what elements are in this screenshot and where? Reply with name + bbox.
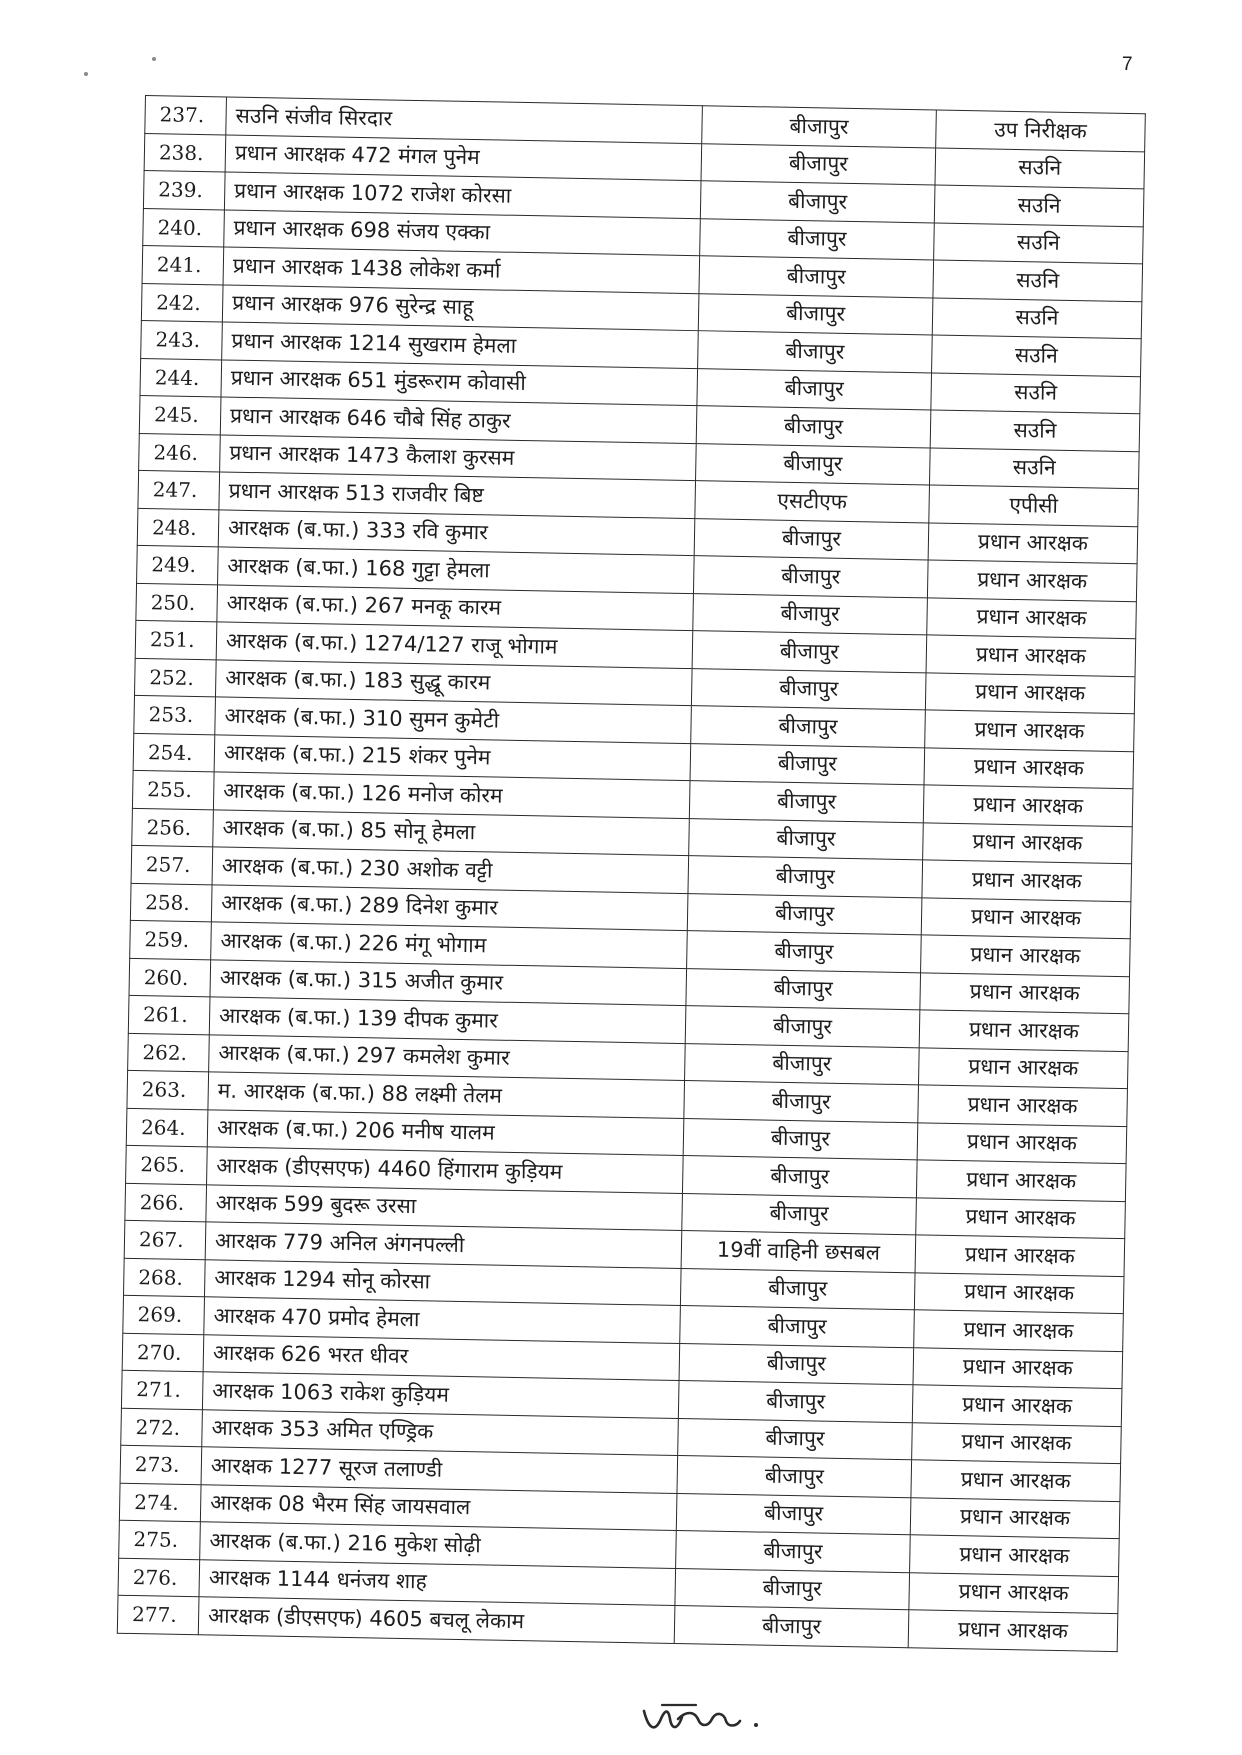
rank-cell: प्रधान आरक्षक	[926, 635, 1136, 676]
serial-cell: 253.	[134, 695, 216, 734]
rank-cell: प्रधान आरक्षक	[914, 1272, 1124, 1313]
rank-cell: प्रधान आरक्षक	[921, 935, 1131, 976]
serial-cell: 260.	[129, 958, 211, 997]
district-cell: बीजापुर	[682, 1156, 917, 1198]
district-cell: बीजापुर	[676, 1530, 911, 1572]
rank-cell: प्रधान आरक्षक	[921, 897, 1131, 938]
name-cell: आरक्षक (ब.फा.) 1274/127 राजू भोगाम	[216, 622, 693, 668]
rank-cell: प्रधान आरक्षक	[913, 1347, 1123, 1388]
serial-cell: 263.	[127, 1070, 209, 1109]
serial-cell: 264.	[126, 1108, 208, 1147]
name-cell: आरक्षक 353 अमित एण्ड्रिक	[202, 1409, 679, 1455]
rank-cell: सउनि	[931, 372, 1141, 413]
rank-cell: एपीसी	[929, 485, 1139, 526]
district-cell: बीजापुर	[692, 631, 927, 673]
district-cell: बीजापुर	[684, 1081, 919, 1123]
rank-cell: प्रधान आरक्षक	[927, 597, 1137, 638]
rank-cell: प्रधान आरक्षक	[911, 1460, 1121, 1501]
name-cell: प्रधान आरक्षक 698 संजय एक्का	[224, 209, 701, 255]
name-cell: प्रधान आरक्षक 1214 सुखराम हेमला	[222, 322, 699, 368]
name-cell: प्रधान आरक्षक 1473 कैलाश कुरसम	[220, 434, 697, 480]
serial-cell: 270.	[122, 1333, 204, 1372]
signature-dot	[754, 1723, 758, 1727]
district-cell: बीजापुर	[696, 443, 931, 485]
district-cell: बीजापुर	[682, 1193, 917, 1235]
serial-cell: 256.	[132, 808, 214, 847]
rank-cell: प्रधान आरक्षक	[928, 522, 1138, 563]
serial-cell: 266.	[125, 1183, 207, 1222]
district-cell: बीजापुर	[675, 1568, 910, 1610]
rank-cell: सउनि	[933, 260, 1143, 301]
rank-cell: प्रधान आरक्षक	[923, 822, 1133, 863]
name-cell: आरक्षक (ब.फा.) 333 रवि कुमार	[218, 509, 695, 555]
serial-cell: 249.	[137, 545, 219, 584]
district-cell: बीजापुर	[678, 1381, 913, 1423]
district-cell: बीजापुर	[683, 1118, 918, 1160]
district-cell: बीजापुर	[698, 331, 933, 373]
scan-speck-top	[152, 57, 156, 61]
name-cell: आरक्षक 1277 सूरज तलाण्डी	[201, 1447, 678, 1493]
name-cell: आरक्षक (ब.फा.) 139 दीपक कुमार	[209, 997, 686, 1043]
name-cell: म. आरक्षक (ब.फा.) 88 लक्ष्मी तेलम	[208, 1072, 685, 1118]
serial-cell: 252.	[134, 658, 216, 697]
rank-cell: प्रधान आरक्षक	[916, 1160, 1126, 1201]
name-cell: आरक्षक (ब.फा.) 226 मंगू भोगाम	[211, 922, 688, 968]
rank-cell: प्रधान आरक्षक	[925, 710, 1135, 751]
district-cell: बीजापुर	[700, 218, 935, 260]
name-cell: आरक्षक (ब.फा.) 267 मनकू कारम	[217, 584, 694, 630]
serial-cell: 251.	[135, 620, 217, 659]
name-cell: आरक्षक (ब.फा.) 230 अशोक वट्टी	[212, 847, 689, 893]
promotion-roster-table	[117, 95, 1146, 1652]
name-cell: आरक्षक 1144 धनंजय शाह	[199, 1559, 676, 1605]
name-cell: आरक्षक (डीएसएफ) 4605 बचलू लेकाम	[198, 1597, 675, 1643]
serial-cell: 268.	[124, 1258, 206, 1297]
district-cell: बीजापुर	[674, 1605, 909, 1647]
name-cell: प्रधान आरक्षक 513 राजवीर बिष्ट	[219, 472, 696, 518]
rank-cell: प्रधान आरक्षक	[918, 1085, 1128, 1126]
name-cell: आरक्षक (ब.फा.) 206 मनीष यालम	[207, 1109, 684, 1155]
handwritten-signature	[638, 1697, 788, 1739]
district-cell: बीजापुर	[676, 1493, 911, 1535]
rank-cell: सउनि	[930, 410, 1140, 451]
serial-cell: 237.	[145, 96, 227, 135]
serial-cell: 257.	[131, 845, 213, 884]
district-cell: बीजापुर	[700, 181, 935, 223]
signature-stroke-2	[678, 1713, 740, 1726]
district-cell: 19वीं वाहिनी छसबल	[681, 1231, 916, 1273]
name-cell: प्रधान आरक्षक 646 चौबे सिंह ठाकुर	[220, 397, 697, 443]
rank-cell: प्रधान आरक्षक	[923, 785, 1133, 826]
serial-cell: 262.	[128, 1033, 210, 1072]
serial-cell: 267.	[124, 1220, 206, 1259]
name-cell: प्रधान आरक्षक 976 सुरेन्द्र साहू	[222, 284, 699, 330]
serial-cell: 242.	[141, 283, 223, 322]
name-cell: आरक्षक 599 बुदरू उरसा	[206, 1184, 683, 1230]
rank-cell: प्रधान आरक्षक	[922, 860, 1132, 901]
rank-cell: प्रधान आरक्षक	[912, 1385, 1122, 1426]
serial-cell: 274.	[119, 1483, 201, 1522]
serial-cell: 275.	[119, 1520, 201, 1559]
rank-cell: प्रधान आरक्षक	[912, 1422, 1122, 1463]
district-cell: बीजापुर	[689, 818, 924, 860]
district-cell: बीजापुर	[693, 593, 928, 635]
serial-cell: 277.	[117, 1595, 199, 1634]
district-cell: एसटीएफ	[695, 481, 930, 523]
serial-cell: 240.	[143, 208, 225, 247]
rank-cell: प्रधान आरक्षक	[925, 672, 1135, 713]
serial-cell: 250.	[136, 583, 218, 622]
rank-cell: उप निरीक्षक	[936, 110, 1146, 151]
serial-cell: 258.	[130, 883, 212, 922]
district-cell: बीजापुर	[678, 1418, 913, 1460]
district-cell: बीजापुर	[699, 256, 934, 298]
rank-cell: प्रधान आरक्षक	[918, 1047, 1128, 1088]
name-cell: आरक्षक (ब.फा.) 183 सुद्धू कारम	[215, 659, 692, 705]
serial-cell: 239.	[143, 170, 225, 209]
rank-cell: प्रधान आरक्षक	[916, 1197, 1126, 1238]
rank-cell: सउनि	[934, 185, 1144, 226]
district-cell: बीजापुर	[701, 143, 936, 185]
name-cell: आरक्षक (ब.फा.) 289 दिनेश कुमार	[211, 884, 688, 930]
serial-cell: 273.	[120, 1445, 202, 1484]
name-cell: आरक्षक (ब.फा.) 168 गुट्टा हेमला	[218, 547, 695, 593]
rank-cell: प्रधान आरक्षक	[908, 1610, 1118, 1651]
district-cell: बीजापुर	[687, 931, 922, 973]
name-cell: आरक्षक (ब.फा.) 215 शंकर पुनेम	[214, 734, 691, 780]
name-cell: आरक्षक (ब.फा.) 315 अजीत कुमार	[210, 959, 687, 1005]
district-cell: बीजापुर	[702, 106, 937, 148]
district-cell: बीजापुर	[691, 668, 926, 710]
serial-cell: 276.	[118, 1558, 200, 1597]
rank-cell: प्रधान आरक्षक	[919, 1010, 1129, 1051]
name-cell: आरक्षक (ब.फा.) 85 सोनू हेमला	[213, 809, 690, 855]
district-cell: बीजापुर	[680, 1306, 915, 1348]
rank-cell: प्रधान आरक्षक	[917, 1122, 1127, 1163]
rank-cell: प्रधान आरक्षक	[927, 560, 1137, 601]
district-cell: बीजापुर	[680, 1268, 915, 1310]
district-cell: बीजापुर	[690, 743, 925, 785]
rank-cell: सउनि	[929, 447, 1139, 488]
district-cell: बीजापुर	[689, 781, 924, 823]
serial-cell: 241.	[142, 245, 224, 284]
rank-cell: प्रधान आरक्षक	[924, 747, 1134, 788]
name-cell: आरक्षक 08 भैरम सिंह जायसवाल	[200, 1484, 677, 1530]
district-cell: बीजापुर	[691, 706, 926, 748]
district-cell: बीजापुर	[677, 1455, 912, 1497]
district-cell: बीजापुर	[698, 293, 933, 335]
serial-cell: 248.	[137, 508, 219, 547]
scan-speck-left	[84, 72, 88, 76]
name-cell: आरक्षक (ब.फा.) 297 कमलेश कुमार	[209, 1034, 686, 1080]
name-cell: प्रधान आरक्षक 1438 लोकेश कर्मा	[223, 247, 700, 293]
name-cell: आरक्षक (ब.फा.) 126 मनोज कोरम	[213, 772, 690, 818]
district-cell: बीजापुर	[685, 1006, 920, 1048]
serial-cell: 255.	[132, 770, 214, 809]
district-cell: बीजापुर	[693, 556, 928, 598]
rank-cell: प्रधान आरक्षक	[910, 1497, 1120, 1538]
name-cell: आरक्षक 470 प्रमोद हेमला	[204, 1297, 681, 1343]
serial-cell: 244.	[140, 358, 222, 397]
district-cell: बीजापुर	[696, 406, 931, 448]
serial-cell: 247.	[138, 470, 220, 509]
district-cell: बीजापुर	[697, 368, 932, 410]
name-cell: आरक्षक 779 अनिल अंगनपल्ली	[205, 1222, 682, 1268]
rank-cell: प्रधान आरक्षक	[920, 972, 1130, 1013]
district-cell: बीजापुर	[685, 1043, 920, 1085]
rank-cell: सउनि	[932, 297, 1142, 338]
serial-cell: 254.	[133, 733, 215, 772]
serial-cell: 272.	[121, 1408, 203, 1447]
serial-cell: 246.	[139, 433, 221, 472]
signature-stroke-1	[644, 1711, 682, 1727]
serial-cell: 238.	[144, 133, 226, 172]
rank-cell: प्रधान आरक्षक	[909, 1572, 1119, 1613]
name-cell: प्रधान आरक्षक 1072 राजेश कोरसा	[224, 172, 701, 218]
rank-cell: सउनि	[934, 222, 1144, 263]
rank-cell: प्रधान आरक्षक	[914, 1310, 1124, 1351]
district-cell: बीजापुर	[687, 893, 922, 935]
rank-cell: प्रधान आरक्षक	[915, 1235, 1125, 1276]
serial-cell: 271.	[121, 1370, 203, 1409]
serial-cell: 243.	[141, 320, 223, 359]
name-cell: प्रधान आरक्षक 651 मुंडरूराम कोवासी	[221, 359, 698, 405]
district-cell: बीजापुर	[688, 856, 923, 898]
serial-cell: 261.	[128, 995, 210, 1034]
name-cell: आरक्षक 1063 राकेश कुड़ियम	[202, 1372, 679, 1418]
name-cell: आरक्षक (ब.फा.) 310 सुमन कुमेटी	[215, 697, 692, 743]
district-cell: बीजापुर	[694, 518, 929, 560]
serial-cell: 265.	[126, 1145, 208, 1184]
roster-body	[117, 96, 1145, 1652]
name-cell: आरक्षक 1294 सोनू कोरसा	[204, 1259, 681, 1305]
name-cell: आरक्षक (ब.फा.) 216 मुकेश सोढ़ी	[200, 1522, 677, 1568]
name-cell: आरक्षक (डीएसएफ) 4460 हिंगाराम कुड़ियम	[207, 1147, 684, 1193]
name-cell: सउनि संजीव सिरदार	[226, 97, 703, 143]
name-cell: आरक्षक 626 भरत धीवर	[203, 1334, 680, 1380]
rank-cell: सउनि	[932, 335, 1142, 376]
serial-cell: 269.	[123, 1295, 205, 1334]
rank-cell: सउनि	[935, 147, 1145, 188]
rank-cell: प्रधान आरक्षक	[910, 1535, 1120, 1576]
name-cell: प्रधान आरक्षक 472 मंगल पुनेम	[225, 134, 702, 180]
page-number: 7	[1122, 54, 1133, 75]
serial-cell: 259.	[130, 920, 212, 959]
district-cell: बीजापुर	[679, 1343, 914, 1385]
district-cell: बीजापुर	[686, 968, 921, 1010]
serial-cell: 245.	[139, 395, 221, 434]
